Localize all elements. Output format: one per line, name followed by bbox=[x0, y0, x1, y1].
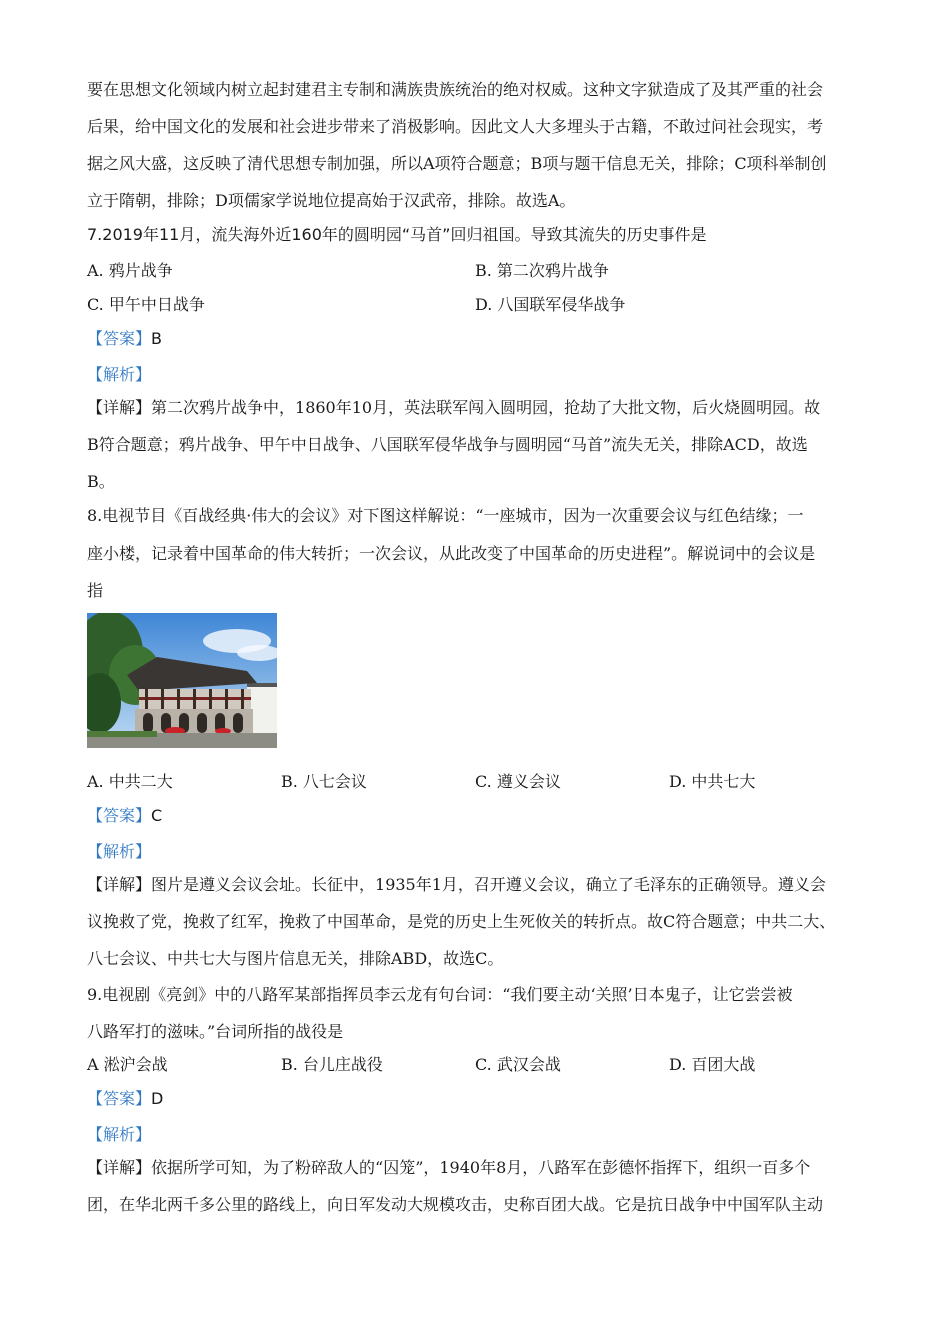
q8-answer-value: C bbox=[151, 806, 163, 825]
building-illustration bbox=[87, 613, 277, 748]
detail-label: 【详解】 bbox=[87, 1158, 152, 1177]
q8-option-d: D. 中共七大 bbox=[669, 772, 756, 791]
intro-line-3: 据之风大盛，这反映了清代思想专制加强，所以A项符合题意；B项与题干信息无关，排除；C项科举制创 bbox=[87, 154, 827, 173]
q9-answer-value: D bbox=[151, 1089, 164, 1108]
q8-option-a: A. 中共二大 bbox=[87, 772, 173, 791]
q9-option-b: B. 台儿庄战役 bbox=[281, 1055, 383, 1074]
q9-option-d: D. 百团大战 bbox=[669, 1055, 756, 1074]
q8-detail-line-1: 【详解】图片是遵义会议会址。长征中，1935年1月，召开遵义会议，确立了毛泽东的正确领导。遵义会 bbox=[87, 875, 826, 894]
q7-detail-line-1: 【详解】第二次鸦片战争中，1860年10月，英法联军闯入圆明园，抢劫了大批文物，后火烧圆明园。故 bbox=[87, 398, 821, 417]
q9-stem-line-1: 9.电视剧《亮剑》中的八路军某部指挥员李云龙有句台词：“我们要主动‘关照’日本鬼子，让它尝尝被 bbox=[87, 985, 793, 1004]
q8-stem-line-1: 8.电视节目《百战经典·伟大的会议》对下图这样解说：“一座城市，因为一次重要会议与红色结缘；一 bbox=[87, 506, 804, 525]
q7-stem: 7.2019年11月，流失海外近160年的圆明园“马首”回归祖国。导致其流失的历史事件是 bbox=[87, 225, 707, 244]
q9-answer bbox=[87, 1088, 163, 1112]
q8-analysis-label: 【解析】 bbox=[87, 842, 152, 861]
q8-option-c: C. 遵义会议 bbox=[475, 772, 561, 791]
q8-detail-line-3: 八七会议、中共七大与图片信息无关，排除ABD，故选C。 bbox=[87, 949, 504, 968]
intro-line-1: 要在思想文化领域内树立起封建君主专制和满族贵族统治的绝对权威。这种文字狱造成了及其严重的社会 bbox=[87, 80, 824, 99]
q7-detail-line-3: B。 bbox=[87, 472, 115, 491]
answer-label: 【答案】 bbox=[87, 329, 152, 348]
q9-detail-line-1: 【详解】依据所学可知，为了粉碎敌人的“囚笼”，1940年8月，八路军在彭德怀指挥下，组织一百多个 bbox=[87, 1158, 811, 1177]
intro-line-2: 后果，给中国文化的发展和社会进步带来了消极影响。因此文人大多埋头于古籍，不敢过问社会现实，考 bbox=[87, 117, 824, 136]
q7-option-d: D. 八国联军侵华战争 bbox=[475, 295, 626, 314]
q9-option-c: C. 武汉会战 bbox=[475, 1055, 561, 1074]
q7-analysis-label: 【解析】 bbox=[87, 365, 152, 384]
q7-answer-value: B bbox=[151, 329, 162, 348]
q7-answer bbox=[87, 328, 162, 352]
q8-stem-line-3: 指 bbox=[87, 581, 104, 600]
q8-stem-line-2: 座小楼，记录着中国革命的伟大转折；一次会议，从此改变了中国革命的历史进程”。解说词中的会议是 bbox=[87, 544, 816, 563]
q9-analysis-label: 【解析】 bbox=[87, 1125, 152, 1144]
q8-detail-line-2: 议挽救了党，挽救了红军，挽救了中国革命，是党的历史上生死攸关的转折点。故C符合题意；中共二大、 bbox=[87, 912, 836, 931]
q7-option-b: B. 第二次鸦片战争 bbox=[475, 261, 609, 280]
q9-stem-line-2: 八路军打的滋味。”台词所指的战役是 bbox=[87, 1022, 344, 1041]
q8-answer bbox=[87, 805, 162, 829]
zunyi-meeting-site-photo bbox=[87, 613, 277, 748]
q7-detail-line-2: B符合题意；鸦片战争、甲午中日战争、八国联军侵华战争与圆明园“马首”流失无关，排除ACD，故选 bbox=[87, 435, 808, 454]
intro-line-4: 立于隋朝，排除；D项儒家学说地位提高始于汉武帝，排除。故选A。 bbox=[87, 191, 576, 210]
q7-option-c: C. 甲午中日战争 bbox=[87, 295, 205, 314]
q9-detail-line-2: 团，在华北两千多公里的路线上，向日军发动大规模攻击，史称百团大战。它是抗日战争中中国军队主动 bbox=[87, 1195, 824, 1214]
answer-label: 【答案】 bbox=[87, 806, 152, 825]
detail-label: 【详解】 bbox=[87, 875, 152, 894]
answer-label: 【答案】 bbox=[87, 1089, 152, 1108]
q7-option-a: A. 鸦片战争 bbox=[87, 261, 173, 280]
q9-option-a: A 淞沪会战 bbox=[87, 1055, 168, 1074]
detail-label: 【详解】 bbox=[87, 398, 152, 417]
q8-option-b: B. 八七会议 bbox=[281, 772, 367, 791]
